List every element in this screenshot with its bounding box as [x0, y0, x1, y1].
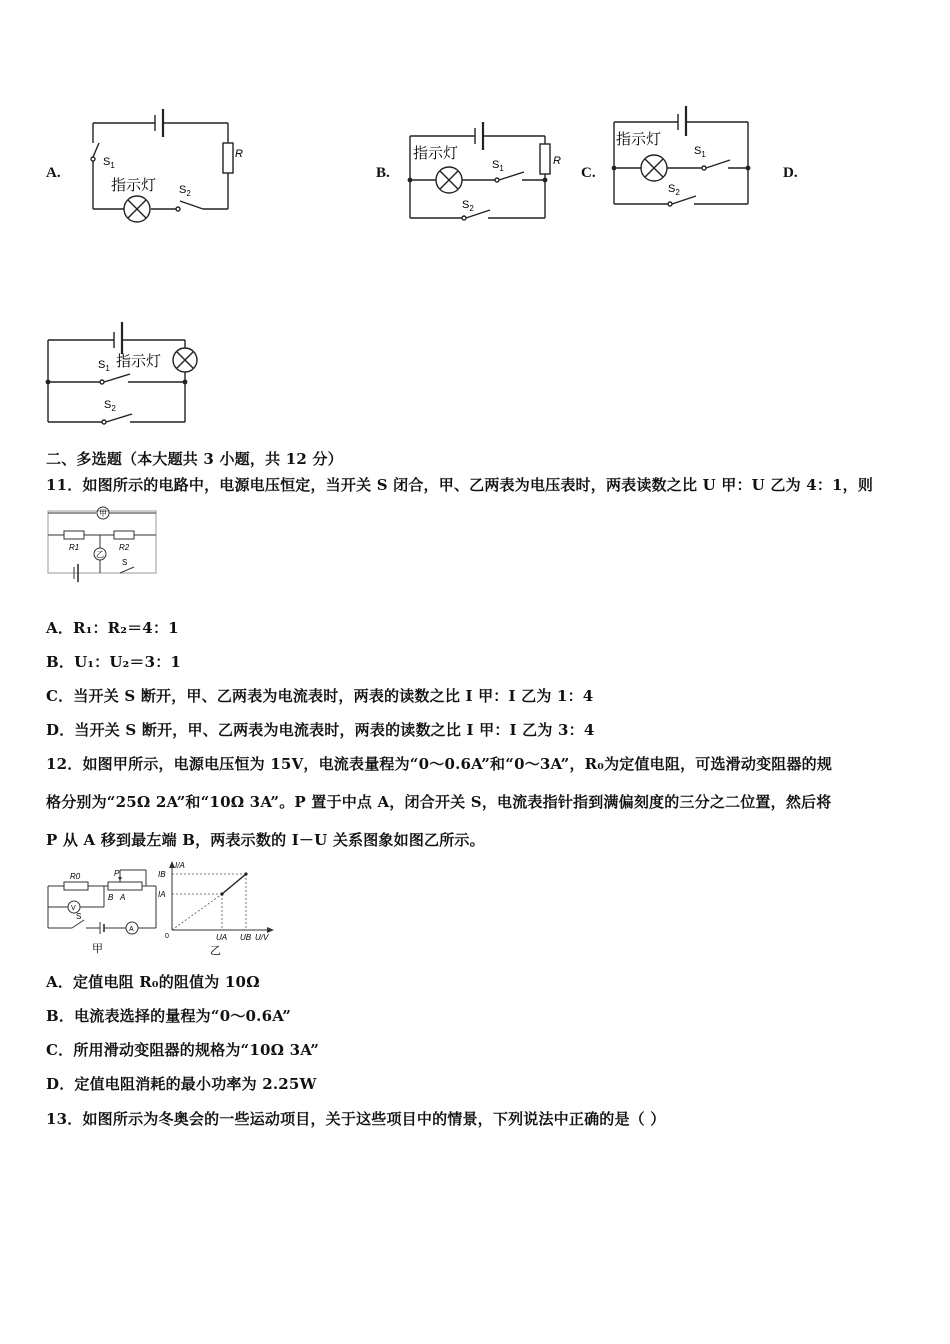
option-d-label: D.	[783, 165, 798, 181]
s-label: S	[122, 558, 128, 567]
s1-label: $S_1$	[103, 156, 115, 170]
ammeter-label: A	[129, 926, 134, 933]
circuit-diagram-a	[85, 105, 245, 225]
q11-option-b: B．U₁：U₂＝3：1	[46, 653, 182, 671]
q12-stem-line-3: P 从 A 移到最左端 B，两表示数的 I－U 关系图象如图乙所示。	[46, 831, 485, 849]
q12-stem-line-2: 格分别为“25Ω 2A”和“10Ω 3A”。P 置于中点 A，闭合开关 S，电流表指针指到满偏刻度的三分之二位置，然后将	[46, 793, 832, 811]
section-heading: 二、多选题（本大题共 3 小题，共 12 分）	[46, 450, 343, 468]
q11-option-a: A．R₁：R₂＝4：1	[46, 619, 179, 637]
ub-label: UB	[240, 933, 252, 942]
s1-label: $S_1$	[492, 159, 504, 173]
option-b-label: B.	[376, 165, 390, 181]
s2-label: $S_2$	[668, 183, 680, 197]
r-label: R	[553, 155, 561, 167]
ua-label: UA	[216, 933, 228, 942]
q12-option-a: A．定值电阻 R₀的阻值为 10Ω	[46, 973, 260, 991]
r2-label: R2	[119, 543, 130, 552]
b-point-label: B	[108, 893, 114, 902]
q13-stem: 13．如图所示为冬奥会的一些运动项目，关于这些项目中的情景，下列说法中正确的是（ ）	[46, 1110, 666, 1128]
option-c-label: C.	[581, 165, 596, 181]
s-label: S	[76, 912, 82, 921]
indicator-label: 指示灯	[413, 145, 459, 162]
circuit-diagram-c	[606, 98, 766, 210]
voltmeter-label: V	[71, 905, 76, 912]
q12-iu-graph-yi	[158, 858, 280, 958]
origin-label: 0	[165, 933, 169, 940]
p-label: P	[114, 869, 120, 878]
r0-label: R0	[70, 872, 81, 881]
q12-option-b: B．电流表选择的量程为“0～0.6A”	[46, 1007, 292, 1025]
circuit-diagram-b	[400, 118, 570, 228]
a-point-label: A	[120, 893, 126, 902]
q11-circuit-figure	[44, 503, 162, 583]
u-axis-label: U/V	[255, 933, 269, 942]
s2-label: $S_2$	[104, 399, 116, 413]
q12-option-c: C．所用滑动变阻器的规格为“10Ω 3A”	[46, 1041, 320, 1059]
option-a-label: A.	[46, 165, 61, 181]
jia-meter-label: 甲	[99, 509, 107, 518]
ia-label: IA	[158, 890, 166, 899]
q12-circuit-figure-jia	[44, 862, 162, 958]
q12-stem-line-1: 12．如图甲所示，电源电压恒为 15V，电流表量程为“0～0.6A”和“0～3A”，R₀为定值电阻，可选滑动变阻器的规	[46, 755, 833, 773]
r-label: R	[235, 148, 243, 160]
q11-option-d: D．当开关 S 断开，甲、乙两表为电流表时，两表的读数之比 I 甲：I 乙为 3：4	[46, 721, 595, 739]
q11-option-c: C．当开关 S 断开，甲、乙两表为电流表时，两表的读数之比 I 甲：I 乙为 1：4	[46, 687, 594, 705]
s1-label: $S_1$	[98, 359, 110, 373]
indicator-label: 指示灯	[111, 177, 157, 194]
r1-label: R1	[69, 543, 80, 552]
q11-stem: 11．如图所示的电路中，电源电压恒定，当开关 S 闭合，甲、乙两表为电压表时，两表读数之比 U 甲：U 乙为 4：1，则	[46, 476, 874, 494]
indicator-label: 指示灯	[616, 131, 662, 148]
i-axis-label: I/A	[175, 861, 185, 870]
indicator-label: 指示灯	[116, 353, 162, 370]
yi-caption: 乙	[210, 945, 221, 957]
s1-label: $S_1$	[694, 145, 706, 159]
s2-label: $S_2$	[179, 184, 191, 198]
s2-label: $S_2$	[462, 199, 474, 213]
yi-meter-label: 乙	[96, 550, 104, 559]
jia-caption: 甲	[92, 943, 103, 955]
circuit-diagram-d	[40, 318, 210, 428]
q12-option-d: D．定值电阻消耗的最小功率为 2.25W	[46, 1075, 317, 1093]
ib-label: IB	[158, 870, 166, 879]
